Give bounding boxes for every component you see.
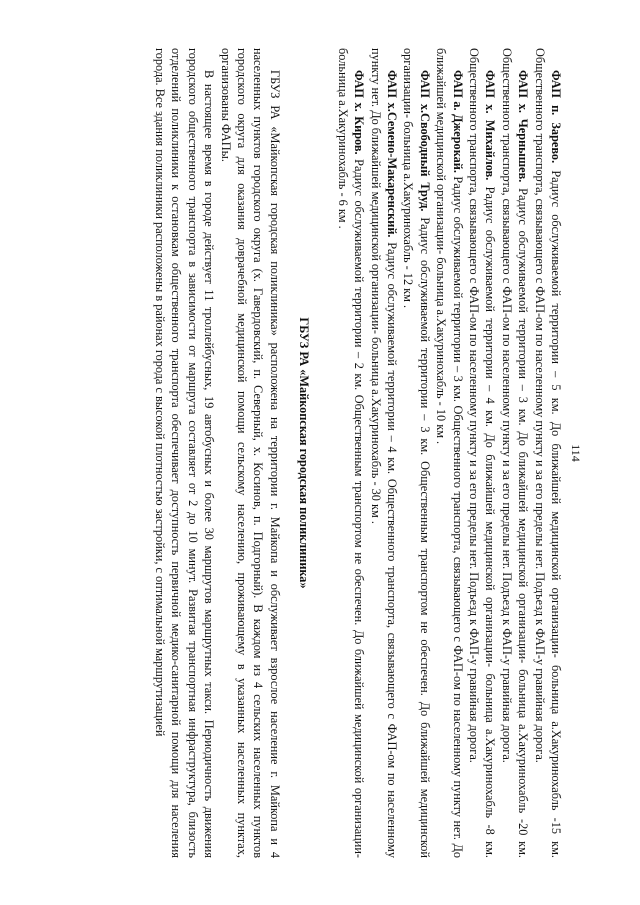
fap-entry xyxy=(400,48,433,858)
fap-description: Радиус обслуживаемой территории – 3 км. Общественного транспорта, связывающего с ФАП-ом по населенному пункту нет. До ближайшей медицинской организации- больница а.Хакуринохабль - 10 км . xyxy=(434,48,465,858)
fap-name: ФАП х. Михайлов. xyxy=(483,70,498,181)
section-heading: ГБУЗ РА «Майкопская городская поликлиника» xyxy=(297,317,312,589)
fap-name: ФАП а. Джерокай. xyxy=(450,70,465,173)
fap-description: Радиус обслуживаемой территории – 4 км. Общественного транспорта, связывающего с ФАП-ом по населенному пункту нет. До ближайшей медицинской организации- больница а.Хакуринохабль - 30 км . xyxy=(368,48,399,858)
fap-entry xyxy=(531,48,564,858)
rotated-document-page xyxy=(45,48,585,858)
fap-name: ФАП х. Киров. xyxy=(352,70,367,155)
fap-entry xyxy=(367,48,400,858)
fap-entry xyxy=(498,48,531,858)
fap-name: ФАП х. Чернышев. xyxy=(516,70,531,183)
page-number: 114 xyxy=(569,444,583,462)
fap-description: Радиус обслуживаемой территории – 3 км. Общественным транспортом не обеспечен. До ближайшей медицинской организации- больница а.Хакуринохабль - 12 км . xyxy=(401,48,432,858)
fap-name: ФАП п. Зарево. xyxy=(549,70,563,164)
fap-entry xyxy=(466,48,499,858)
body-paragraph: В настоящее время в городе действует 11 троллейбусных, 19 автобусных и более 30 маршрутов маршрутных такси. Периодичность движения городского общественного транспорта в зависимости от маршрута составляет от 2 до 10 минут. Развитая транспортная инфраструктура, близость отделений поликлиники к остановкам общественного транспорта обеспечивает доступность первичной медико-санитарной помощи для населения города. Все здания поликлиники расположены в районах города с высокой плотностью застройки, с оптимальной маршрутизацией xyxy=(153,48,217,858)
body-paragraph: ГБУЗ РА «Майкопская городская поликлиника» расположена на территории г. Майкопа и обслуживает взрослое население г. Майкопа и 4 населенных пунктов городского округа (х. Гавердовский, п. Северный, х. Косинов, п. Подгорный). В каждом из 4 сельских населенных пунктов городского округа для оказания доврачебной медицинской помощи сельскому населению, проживающему в указанных населенных пунктах, организованы ФАПы. xyxy=(218,48,282,858)
fap-entry xyxy=(433,48,466,858)
fap-name: ФАП х.Семено-Макаренский. xyxy=(384,70,399,238)
fap-description: Радиус обслуживаемой территории – 5 км. До ближайшей медицинской организации- больница а.Хакуринохабль -15 км. Общественного транспорта, связывающего с ФАП-ом по населенному пункту и за его пределы нет. Подъезд к ФАП-у гравийная дорога. xyxy=(532,48,563,859)
fap-description: Радиус обслуживаемой территории – 3 км. До ближайшей медицинской организации- больница а.Хакуринохабль -20 км. Общественного транспорта, связывающего с ФАП-ом по населенному пункту и за его пределы нет. Подъезд к ФАП-у гравийная дорога. xyxy=(499,48,531,859)
document-body xyxy=(152,48,564,858)
fap-description: Радиус обслуживаемой территории – 2 км. Общественным транспортом не обеспечен. До ближайшей медицинской организации- больница а.Хакуринохабль - 6 км . xyxy=(335,48,367,858)
fap-entry xyxy=(334,48,367,858)
fap-name: ФАП х.Свободный Труд. xyxy=(417,70,432,212)
fap-description: Радиус обслуживаемой территории – 4 км. До ближайшей медицинской организации- больница а.Хакуринохабль -8 км. Общественного транспорта, связывающего с ФАП-ом по населенному пункту и за его пределы нет. Подъезд к ФАП-у гравийная дорога. xyxy=(466,48,498,859)
